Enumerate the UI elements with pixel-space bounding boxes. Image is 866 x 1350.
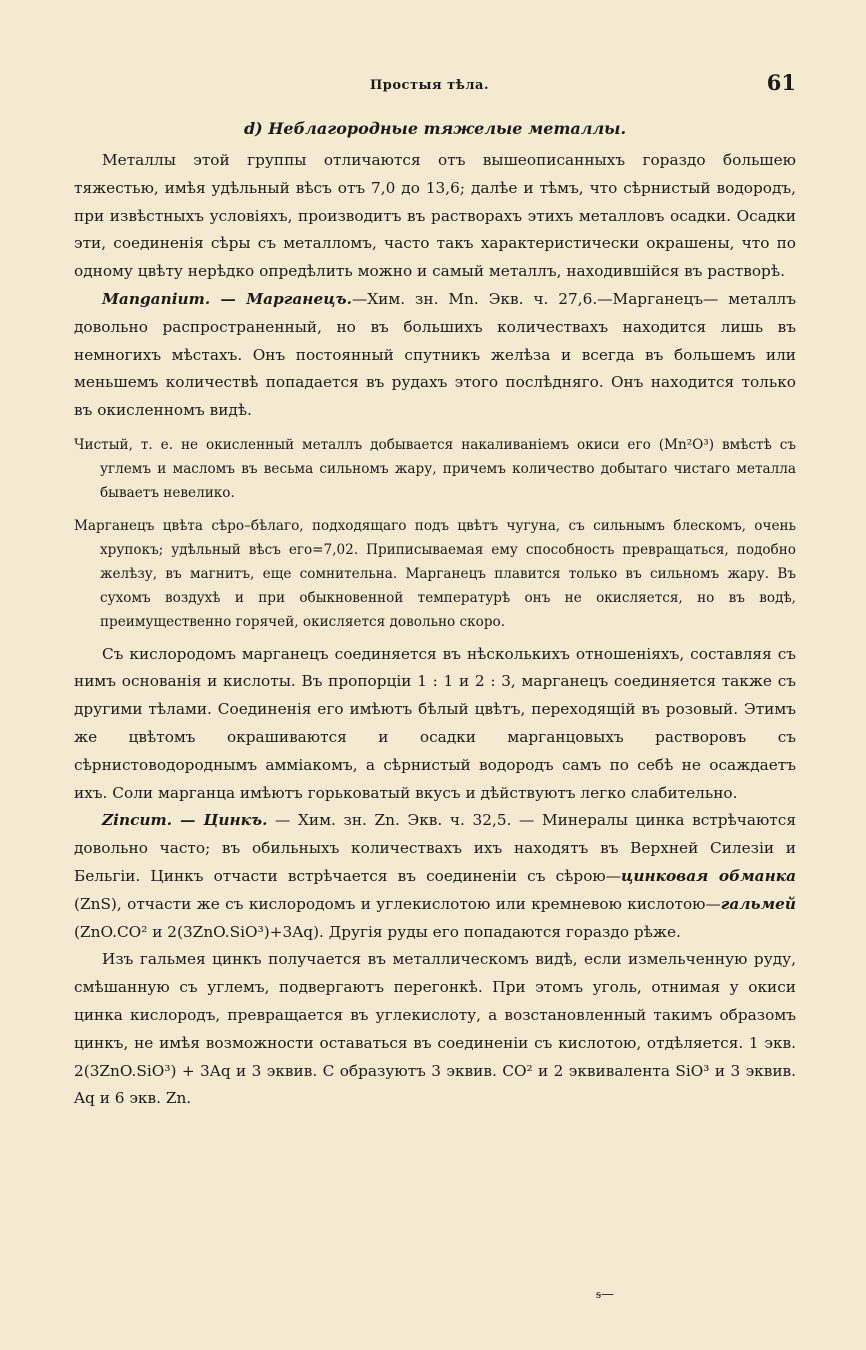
paragraph-zinc	[74, 807, 796, 946]
paragraph-zinc-extraction: Изъ гальмея цинкъ получается въ металлическомъ видѣ, если измельченную руду, смѣшанную съ углемъ, подвергаютъ перегонкѣ. При этомъ уголь, отнимая у окиси цинка кислородъ, превращается въ углекислоту, а возстановленный такимъ образомъ цинкъ, не имѣя возможности оставаться въ соединеніи съ кислотою, отдѣляется. 1 экв. 2(3ZnO.SiO³) + 3Aq и 3 эквив. C образуютъ 3 эквив. CO² и 2 эквивалента SiO³ и 3 эквив. Aq и 6 экв. Zn.	[74, 950, 796, 1108]
page-number: 61	[766, 70, 796, 95]
paragraph-manganese-oxygen: Съ кислородомъ марганецъ соединяется въ нѣсколькихъ отношеніяхъ, составляя съ нимъ основанія и кислоты. Въ пропорціи 1 : 1 и 2 : 3, марганецъ соединяется также съ другими тѣлами. Соединенія его имѣютъ бѣлый цвѣтъ, переходящій въ розовый. Этимъ же цвѣтомъ окрашиваются и осадки марганцовыхъ растворовъ съ сѣрнистоводороднымъ аммiакомъ, а сѣрнистый водородъ самъ по себѣ не осаждаетъ ихъ. Соли марганца имѣютъ горьковатый вкусъ и дѣйствуютъ легко слабительно.	[74, 644, 796, 802]
running-head: Простыя тѣла.	[370, 78, 489, 93]
manganese-heading: Manganium. — Марганецъ.	[102, 289, 352, 308]
paragraph-manganese-pure: Чистый, т. е. не окисленный металлъ добывается накаливаніемъ окиси его (Mn²O³) вмѣстѣ съ углемъ и масломъ въ весьма сильномъ жару, причемъ количество добытаго чистаго металла бываетъ невелико.	[74, 436, 796, 502]
zinc-text-2: (ZnS), отчасти же съ кислородомъ и углекислотою или кремневою кислотою—	[74, 894, 721, 913]
calamine-term: гальмей	[720, 894, 796, 913]
manganese-text: —Хим. зн. Mn. Экв. ч. 27,6.—Марганецъ— металлъ довольно распространенный, но въ большихъ количествахъ находится лишь въ немногихъ мѣстахъ. Онъ постоянный спутникъ желѣза и всегда въ большемъ или меньшемъ количествѣ попадается въ рудахъ этого послѣдняго. Онъ находится только въ окисленномъ видѣ.	[74, 289, 796, 420]
section-title: d) Неблагородные тяжелые металлы.	[243, 119, 627, 138]
paragraph-manganese	[74, 286, 796, 425]
zinc-blende-term: цинковая обманка	[621, 866, 796, 885]
paragraph-heavy-metals-intro: Металлы этой группы отличаются отъ вышеописанныхъ гораздо большею тяжестью, имѣя удѣльный вѣсъ отъ 7,0 до 13,6; далѣе и тѣмъ, что сѣрнистый водородъ, при извѣстныхъ условіяхъ, производитъ въ растворахъ этихъ металловъ осадки. Осадки эти, соединенія сѣры съ металломъ, часто такъ характеристически окрашены, что по одному цвѣту нерѣдко опредѣлить можно и самый металлъ, находившійся въ растворѣ.	[74, 151, 796, 281]
zinc-text-1: — Хим. зн. Zn. Экв. ч. 32,5. — Минералы цинка встрѣчаются довольно часто; въ обильныхъ количествахъ ихъ находятъ въ Верхней Силезіи и Бельгіи. Цинкъ отчасти встрѣчается въ соединеніи съ сѣрою—	[74, 811, 796, 885]
footer-mark: ᵴ—	[596, 1287, 615, 1302]
page-header	[74, 70, 796, 100]
zinc-text-3: (ZnO.CO² и 2(3ZnO.SiO³)+3Aq). Другія руды его попадаются гораздо рѣже.	[74, 922, 681, 941]
paragraph-manganese-properties: Марганецъ цвѣта сѣро–бѣлаго, подходящаго подъ цвѣтъ чугуна, съ сильнымъ блескомъ, очень хрупокъ; удѣльный вѣсъ его=7,02. Приписываемая ему способность превращаться, подобно желѣзу, въ магнитъ, еще сомнительна. Марганецъ плавится только въ сильномъ жару. Въ сухомъ воздухѣ и при обыкновенной температурѣ онъ не окисляется, но въ водѣ, преимущественно горячей, окисляется довольно скоро.	[74, 517, 796, 631]
zinc-heading: Zincum. — Цинкъ.	[102, 811, 268, 830]
